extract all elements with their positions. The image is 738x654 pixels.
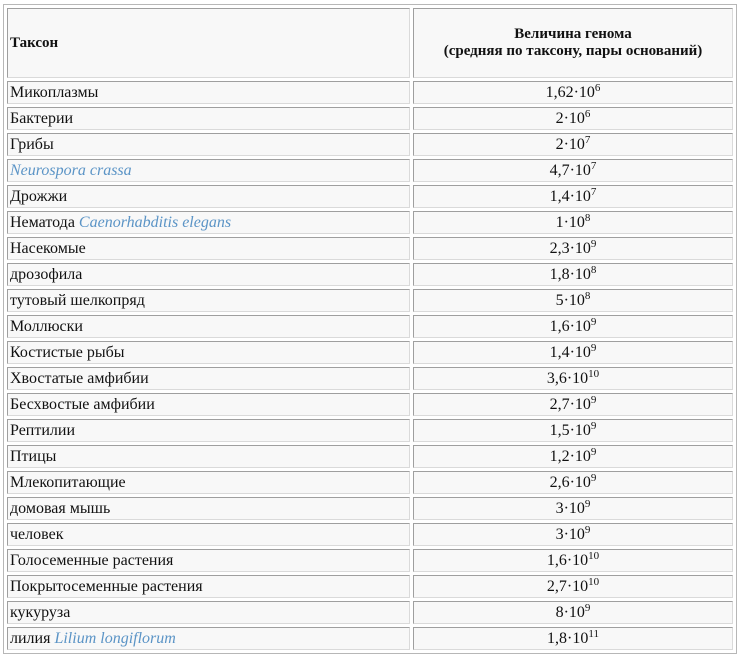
- taxon-name: Голосеменные растения: [10, 551, 174, 569]
- genome-size-exponent: 10: [588, 367, 600, 380]
- table-row: [7, 159, 733, 182]
- taxon-cell: [7, 549, 410, 572]
- genome-size-exponent: 7: [590, 159, 597, 172]
- table-row: [7, 237, 733, 260]
- taxon-cell: [7, 601, 410, 624]
- genome-size-mantissa: 1,6·10: [546, 551, 589, 569]
- genome-size-exponent: 6: [584, 107, 591, 120]
- latin-species-link[interactable]: Neurospora crassa: [10, 161, 132, 179]
- genome-size-exponent: 9: [590, 419, 597, 432]
- taxon-name: домовая мышь: [10, 499, 111, 517]
- genome-size-header-title: Величина генома: [514, 26, 632, 42]
- genome-size-cell: [413, 367, 733, 390]
- genome-size-exponent: 9: [590, 445, 597, 458]
- taxon-cell: [7, 107, 410, 130]
- taxon-cell: [7, 341, 410, 364]
- genome-size-cell: [413, 627, 733, 650]
- genome-size-exponent: 8: [590, 263, 597, 276]
- genome-size-cell: [413, 185, 733, 208]
- taxon-cell: [7, 81, 410, 104]
- table-row: [7, 627, 733, 650]
- table-row: [7, 341, 733, 364]
- taxon-cell: [7, 315, 410, 338]
- genome-size-cell: [413, 159, 733, 182]
- genome-size-cell: [413, 315, 733, 338]
- table-header-row: [7, 8, 733, 78]
- genome-size-exponent: 9: [584, 601, 591, 614]
- table-row: [7, 185, 733, 208]
- taxon-name: Млекопитающие: [10, 473, 126, 491]
- table-row: [7, 445, 733, 468]
- table-row: [7, 471, 733, 494]
- genome-size-cell: [413, 289, 733, 312]
- genome-size-mantissa: 4,7·10: [549, 161, 591, 179]
- table-row: [7, 419, 733, 442]
- taxon-cell: [7, 211, 410, 234]
- taxon-name: Костистые рыбы: [10, 343, 125, 361]
- genome-size-exponent: 9: [590, 237, 597, 250]
- genome-size-cell: [413, 445, 733, 468]
- genome-size-mantissa: 2,7·10: [546, 577, 589, 595]
- taxon-cell: [7, 367, 410, 390]
- table-body: [7, 81, 733, 650]
- genome-size-cell: [413, 341, 733, 364]
- taxon-name: кукуруза: [10, 603, 71, 621]
- taxon-cell: [7, 133, 410, 156]
- taxon-name: Моллюски: [10, 317, 83, 335]
- genome-size-cell: [413, 549, 733, 572]
- table-row: [7, 289, 733, 312]
- table-row: [7, 575, 733, 598]
- table-row: [7, 263, 733, 286]
- table-row: [7, 549, 733, 572]
- genome-size-exponent: 7: [590, 185, 597, 198]
- table-row: [7, 107, 733, 130]
- genome-size-mantissa: 1·10: [555, 213, 585, 231]
- latin-species-link[interactable]: Caenorhabditis elegans: [78, 213, 232, 231]
- taxon-cell: [7, 185, 410, 208]
- genome-size-header-subtitle: (средняя по таксону, пары оснований): [443, 43, 703, 59]
- genome-size-mantissa: 2,3·10: [549, 239, 591, 257]
- genome-size-exponent: 9: [590, 315, 597, 328]
- genome-size-cell: [413, 211, 733, 234]
- genome-size-exponent: 9: [584, 523, 591, 536]
- genome-size-cell: [413, 107, 733, 130]
- genome-size-cell: [413, 133, 733, 156]
- taxon-cell: [7, 263, 410, 286]
- genome-size-exponent: 10: [588, 575, 600, 588]
- genome-size-mantissa: 8·10: [555, 603, 585, 621]
- genome-size-cell: [413, 497, 733, 520]
- taxon-cell: [7, 393, 410, 416]
- genome-size-exponent: 11: [588, 627, 599, 640]
- taxon-name: Дрожжи: [10, 187, 68, 205]
- table-row: [7, 497, 733, 520]
- genome-size-mantissa: 3·10: [555, 499, 585, 517]
- taxon-cell: [7, 159, 410, 182]
- taxon-name: Микоплазмы: [10, 83, 99, 101]
- genome-size-mantissa: 1,5·10: [549, 421, 591, 439]
- taxon-header-label: Таксон: [10, 35, 59, 51]
- table-row: [7, 81, 733, 104]
- genome-size-mantissa: 3,6·10: [546, 369, 589, 387]
- genome-size-exponent: 9: [584, 497, 591, 510]
- taxon-cell: [7, 419, 410, 442]
- taxon-name: Грибы: [10, 135, 54, 153]
- table-row: [7, 211, 733, 234]
- taxon-name: тутовый шелкопряд: [10, 291, 145, 309]
- table-row: [7, 315, 733, 338]
- genome-size-cell: [413, 81, 733, 104]
- taxon-name: Насекомые: [10, 239, 86, 257]
- taxon-name: Рептилии: [10, 421, 76, 439]
- taxon-cell: [7, 497, 410, 520]
- table-row: [7, 523, 733, 546]
- genome-size-mantissa: 1,2·10: [549, 447, 591, 465]
- genome-size-table: [3, 4, 737, 654]
- genome-size-cell: [413, 575, 733, 598]
- genome-size-mantissa: 1,8·10: [549, 265, 591, 283]
- taxon-cell: [7, 471, 410, 494]
- table-row: [7, 367, 733, 390]
- genome-size-cell: [413, 263, 733, 286]
- table-row: [7, 133, 733, 156]
- taxon-cell: [7, 445, 410, 468]
- genome-size-mantissa: 5·10: [555, 291, 585, 309]
- genome-size-exponent: 7: [584, 133, 591, 146]
- genome-size-exponent: 8: [584, 211, 591, 224]
- taxon-name: дрозофила: [10, 265, 83, 283]
- genome-size-mantissa: 2,7·10: [549, 395, 591, 413]
- genome-size-mantissa: 1,6·10: [549, 317, 591, 335]
- genome-size-mantissa: 1,4·10: [549, 343, 591, 361]
- genome-size-mantissa: 1,8·10: [547, 629, 589, 647]
- genome-size-mantissa: 1,62·10: [545, 83, 595, 101]
- genome-size-cell: [413, 237, 733, 260]
- genome-size-exponent: 9: [590, 471, 597, 484]
- genome-size-cell: [413, 523, 733, 546]
- genome-size-cell: [413, 419, 733, 442]
- table-row: [7, 601, 733, 624]
- taxon-name: Хвостатые амфибии: [10, 369, 149, 387]
- taxon-name: Покрытосеменные растения: [10, 577, 203, 595]
- taxon-name: Птицы: [10, 447, 57, 465]
- taxon-cell: [7, 523, 410, 546]
- genome-size-mantissa: 1,4·10: [549, 187, 591, 205]
- taxon-cell: [7, 627, 410, 650]
- genome-size-exponent: 9: [590, 341, 597, 354]
- genome-size-mantissa: 3·10: [555, 525, 585, 543]
- taxon-name: Нематода: [10, 213, 79, 231]
- taxon-name: человек: [10, 525, 64, 543]
- genome-size-cell: [413, 601, 733, 624]
- genome-size-exponent: 10: [588, 549, 600, 562]
- taxon-cell: [7, 575, 410, 598]
- taxon-cell: [7, 237, 410, 260]
- table-row: [7, 393, 733, 416]
- genome-size-column-header: [413, 8, 733, 78]
- taxon-name: Бесхвостые амфибии: [10, 395, 155, 413]
- taxon-name: лилия: [10, 629, 55, 647]
- taxon-name: Бактерии: [10, 109, 74, 127]
- genome-size-cell: [413, 393, 733, 416]
- genome-size-cell: [413, 471, 733, 494]
- genome-size-exponent: 6: [594, 81, 601, 94]
- genome-size-mantissa: 2·10: [555, 135, 585, 153]
- taxon-cell: [7, 289, 410, 312]
- genome-size-mantissa: 2,6·10: [549, 473, 591, 491]
- taxon-column-header: [7, 8, 410, 78]
- latin-species-link[interactable]: Lilium longiflorum: [54, 629, 176, 647]
- genome-size-exponent: 9: [590, 393, 597, 406]
- genome-size-exponent: 8: [584, 289, 591, 302]
- genome-size-mantissa: 2·10: [555, 109, 585, 127]
